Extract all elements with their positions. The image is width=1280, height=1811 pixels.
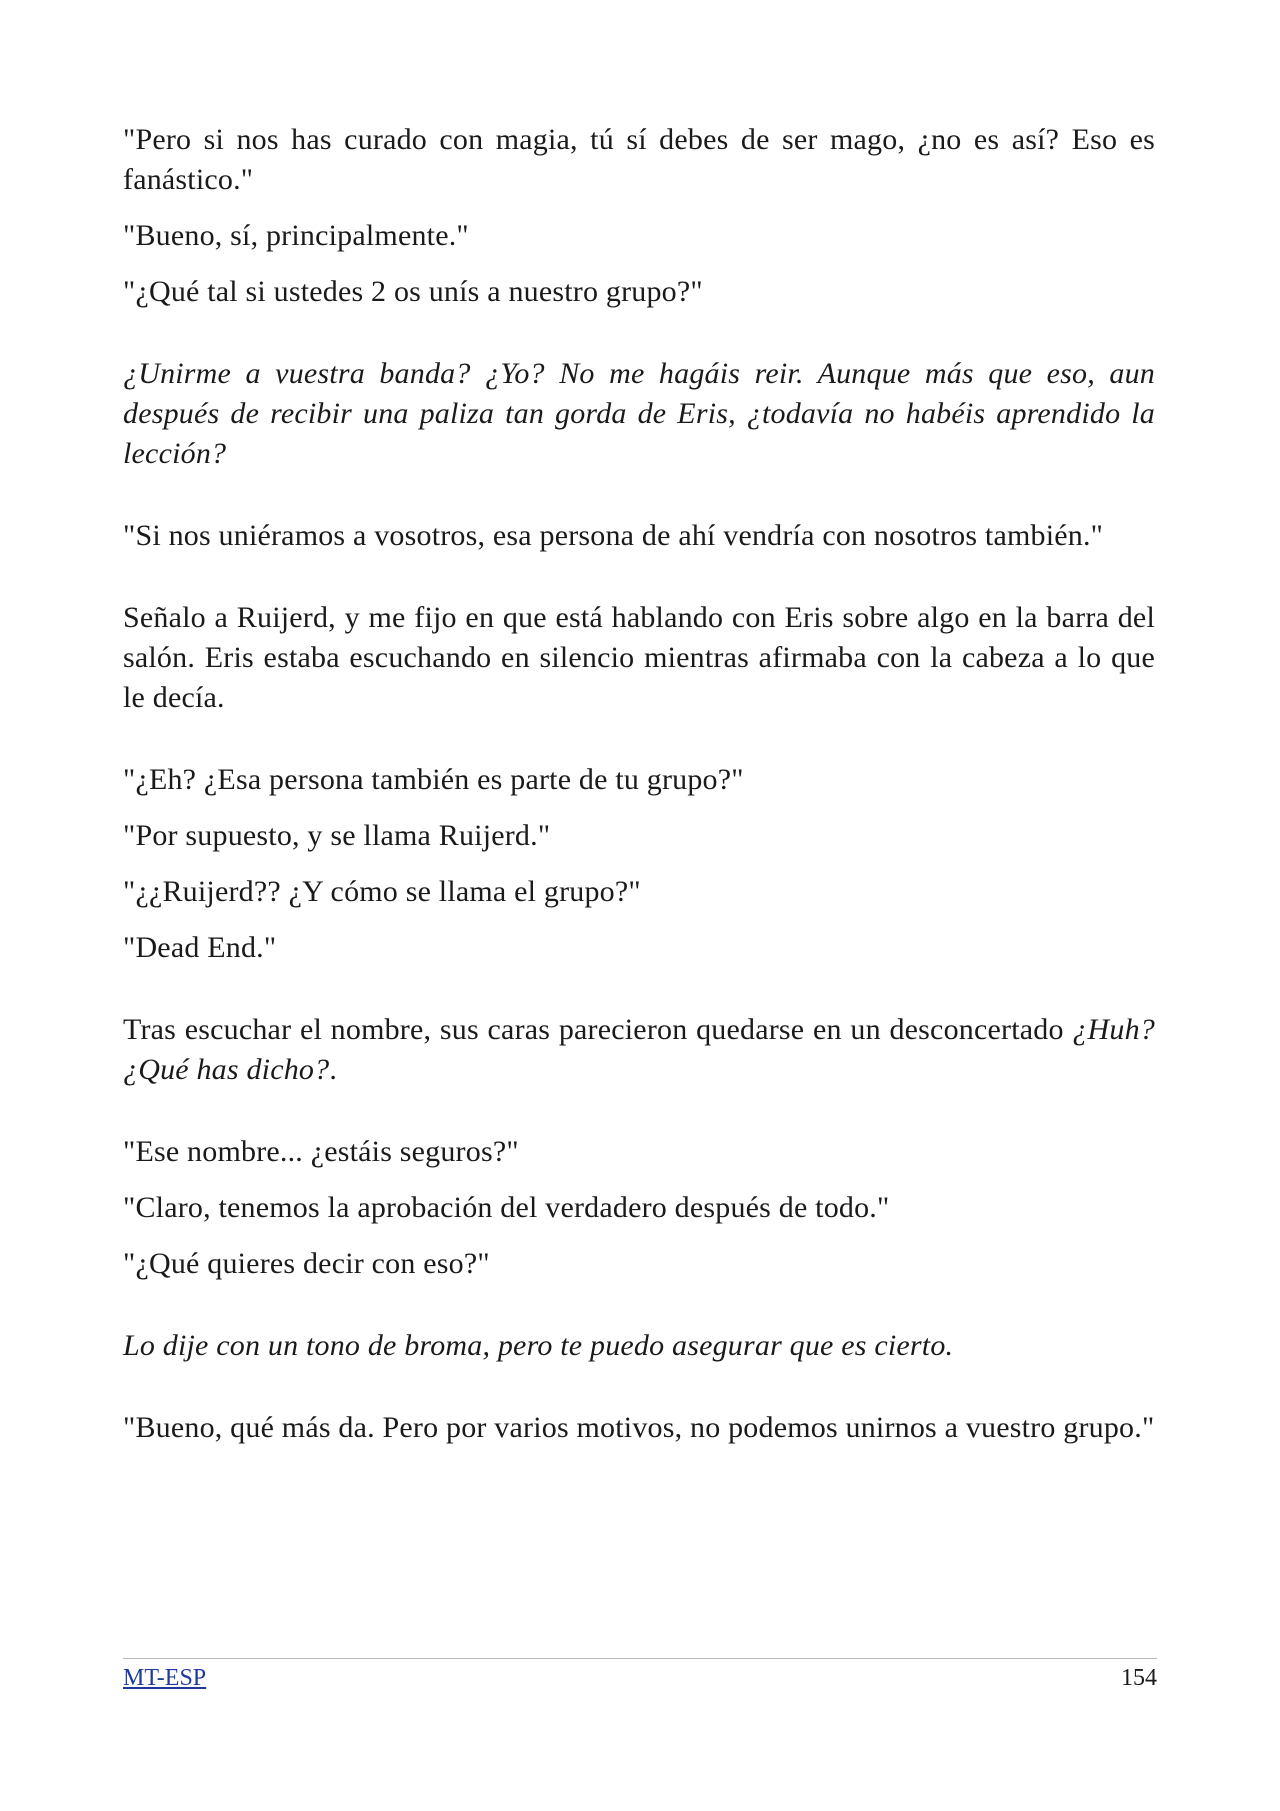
paragraph-13: "Claro, tenemos la aprobación del verdadero después de todo." (123, 1191, 890, 1224)
paragraph-9: "¿¿Ruijerd?? ¿Y cómo se llama el grupo?" (123, 875, 641, 908)
paragraph-10: "Dead End." (123, 931, 277, 964)
page-footer (123, 1658, 1157, 1697)
paragraph-6: Señalo a Ruijerd, y me fijo en que está hablando con Eris sobre algo en la barra del salón. Eris estaba escuchando en silencio mientras afirmaba con la cabeza a lo que le decía. (123, 601, 1155, 714)
paragraph-3: "¿Qué tal si ustedes 2 os unís a nuestro grupo?" (123, 275, 703, 308)
paragraph-7: "¿Eh? ¿Esa persona también es parte de tu grupo?" (123, 763, 744, 796)
paragraph-8: "Por supuesto, y se llama Ruijerd." (123, 819, 551, 852)
paragraph-11-end: . (329, 1053, 338, 1086)
paragraph-2: "Bueno, sí, principalmente." (123, 219, 469, 252)
paragraph-5: "Si nos uniéramos a vosotros, esa persona de ahí vendría con nosotros también." (123, 519, 1104, 552)
paragraph-1: "Pero si nos has curado con magia, tú sí debes de ser mago, ¿no es así? Eso es fanástico." (123, 123, 1155, 196)
paragraph-16: "Bueno, qué más da. Pero por varios motivos, no podemos unirnos a vuestro grupo." (123, 1411, 1155, 1444)
paragraph-14: "¿Qué quieres decir con eso?" (123, 1247, 490, 1280)
paragraph-4-italic: ¿Unirme a vuestra banda? ¿Yo? No me hagáis reir. Aunque más que eso, aun después de recibir una paliza tan gorda de Eris, ¿todavía no habéis aprendido la lección? (123, 357, 1155, 470)
page-number: 154 (1121, 1665, 1157, 1691)
paragraph-11-plain: Tras escuchar el nombre, sus caras parecieron quedarse en un desconcertado (123, 1013, 1073, 1046)
paragraph-15-italic: Lo dije con un tono de broma, pero te puedo asegurar que es cierto. (123, 1329, 954, 1362)
paragraph-11 (123, 1010, 1155, 1090)
footer-source-link[interactable]: MT-ESP (123, 1665, 207, 1691)
paragraph-12: "Ese nombre... ¿estáis seguros?" (123, 1135, 519, 1168)
paragraph-11-italic: ¿Huh? ¿Qué has dicho? (123, 1013, 1155, 1086)
page-body (123, 120, 1155, 1448)
